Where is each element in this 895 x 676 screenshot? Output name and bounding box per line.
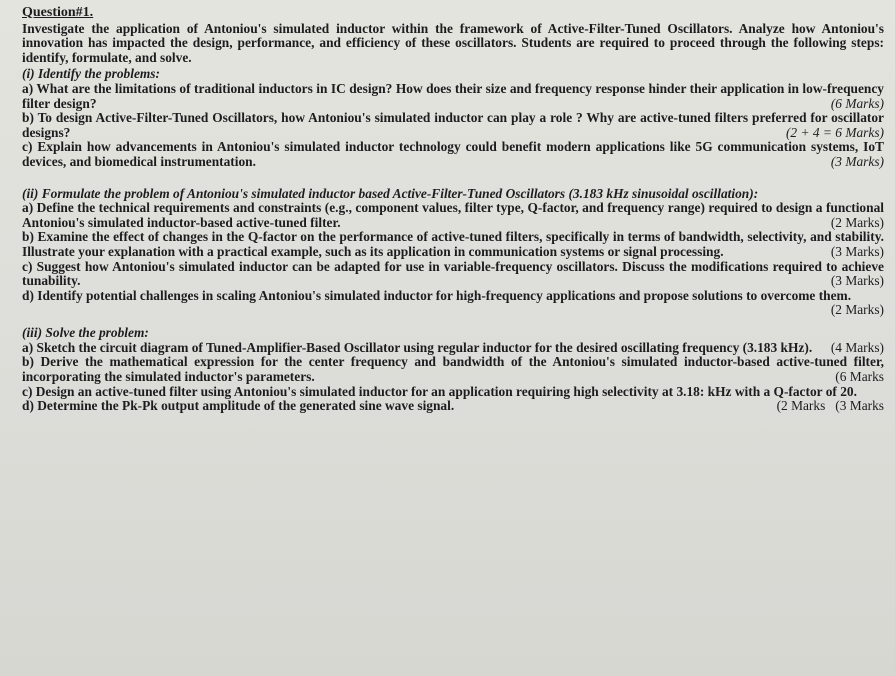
marks-label: (6 Marks bbox=[835, 369, 884, 385]
question-text: a) Define the technical requirements and constraints (e.g., component values, filter type, Q-factor, and frequency range) required to design a functional Antoniou's simulated inductor-based active-tuned filter. bbox=[22, 200, 884, 230]
question-text: b) Derive the mathematical expression for the center frequency and bandwidth of the Antoniou's simulated inductor-based active-tuned filter, incorporating the simulated inductor's parameters. bbox=[22, 354, 884, 385]
question-text: d) Identify potential challenges in scaling Antoniou's simulated inductor for high-frequency applications and propose solutions to overcome them. bbox=[22, 287, 852, 303]
question-text: b) Examine the effect of changes in the Q-factor on the performance of active-tuned filters, specifically in terms of bandwidth, selectivity, and stability. Illustrate your explanation with a practical example, such as its application in communication systems or signal processing. bbox=[22, 229, 884, 259]
spacer bbox=[22, 170, 884, 186]
marks-label: (6 Marks) bbox=[830, 95, 884, 111]
marks-label: (2 Marks bbox=[776, 398, 826, 414]
spacer bbox=[22, 303, 884, 325]
question-item-1a bbox=[22, 82, 884, 111]
question-item-2d bbox=[22, 287, 884, 318]
question-item-1c bbox=[22, 140, 884, 169]
question-text: c) Design an active-tuned filter using Antoniou's simulated inductor for an application requiring high selectivity at 3.18: kHz with a Q-factor of 20. bbox=[22, 383, 857, 399]
question-item-3d bbox=[22, 399, 884, 414]
question-text: a) Sketch the circuit diagram of Tuned-Amplifier-Based Oscillator using regular inductor for the desired oscillating frequency (3.183 kHz). bbox=[22, 339, 813, 355]
marks-label: (3 Marks) bbox=[830, 243, 884, 259]
section-solve-heading: (iii) Solve the problem: bbox=[22, 325, 149, 341]
question-text: c) Explain how advancements in Antoniou's simulated inductor technology could benefit modern applications like 5G communication systems, IoT devices, and biomedical instrumentation. bbox=[22, 139, 884, 169]
question-item-3b bbox=[22, 355, 884, 384]
marks-label: (2 + 4 = 6 Marks) bbox=[785, 124, 884, 140]
marks-label: (4 Marks) bbox=[830, 339, 884, 355]
marks-label: (3 Marks bbox=[835, 398, 884, 414]
question-intro: Investigate the application of Antoniou's simulated inductor within the framework of Active-Filter-Tuned Oscillators. Analyze how Antoniou's innovation has impacted the design, performance, and efficiency of these oscillators. Students are required to proceed through the following steps: identify, formulate, and solve. bbox=[22, 20, 884, 65]
marks-label: (2 Marks) bbox=[830, 302, 884, 318]
section-identify-heading: (i) Identify the problems: bbox=[22, 66, 160, 82]
question-content bbox=[22, 6, 884, 414]
question-text: d) Determine the Pk-Pk output amplitude of the generated sine wave signal. bbox=[22, 398, 455, 414]
question-text: c) Suggest how Antoniou's simulated inductor can be adapted for use in variable-frequency oscillators. Discuss the modifications required to achieve tunability. bbox=[22, 258, 884, 289]
question-item-2c bbox=[22, 260, 884, 289]
question-item-2b bbox=[22, 230, 884, 259]
section-formulate-heading: (ii) Formulate the problem of Antoniou's simulated inductor based Active-Filter-Tuned Oscillators (3.183 kHz sinusoidal oscillation): bbox=[22, 185, 759, 201]
question-text: b) To design Active-Filter-Tuned Oscillators, how Antoniou's simulated inductor can play a role ? Why are active-tuned filters preferred for oscillator designs? bbox=[22, 110, 884, 140]
question-item-2a bbox=[22, 201, 884, 230]
question-item-1b bbox=[22, 111, 884, 140]
marks-label: (3 Marks) bbox=[830, 153, 884, 169]
marks-label: (2 Marks) bbox=[830, 214, 884, 230]
question-title: Question#1. bbox=[22, 5, 94, 20]
marks-label: (3 Marks) bbox=[830, 273, 884, 289]
question-text: a) What are the limitations of traditional inductors in IC design? How does their size and frequency response hinder their application in low-frequency filter design? bbox=[22, 80, 884, 111]
question-item-3a bbox=[22, 341, 884, 356]
